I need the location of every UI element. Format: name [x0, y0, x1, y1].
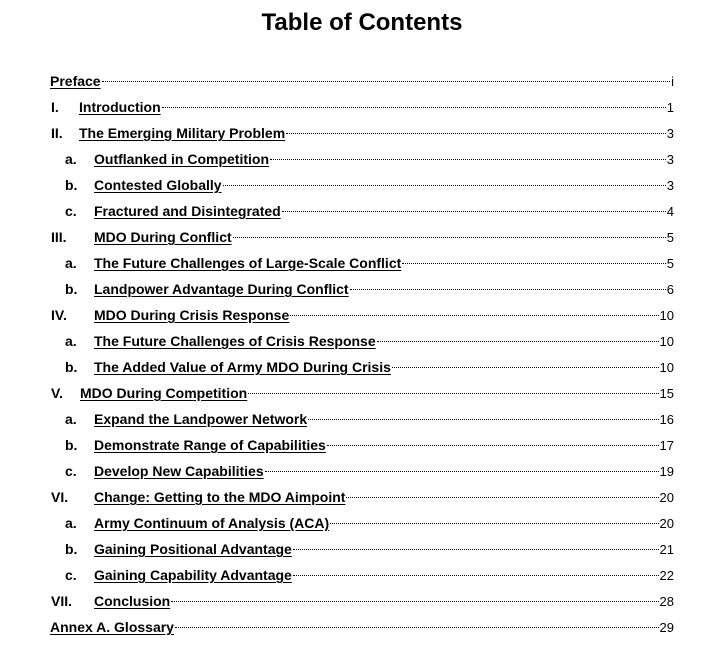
toc-page-number: 17 — [659, 438, 674, 453]
toc-entry-capability-advantage[interactable] — [0, 564, 704, 590]
toc-page-number: 29 — [659, 620, 674, 635]
dot-leader — [171, 601, 658, 602]
toc-number: c. — [65, 567, 77, 583]
toc-entry-contested-globally[interactable] — [0, 174, 704, 200]
toc-page-number: 3 — [666, 126, 674, 141]
toc-label[interactable]: MDO During Crisis Response — [94, 307, 290, 323]
toc-label[interactable]: MDO During Competition — [80, 385, 248, 401]
toc-entry-landpower-advantage[interactable] — [0, 278, 704, 304]
toc-label[interactable]: Gaining Capability Advantage — [94, 567, 292, 583]
toc-page-number: 21 — [659, 542, 674, 557]
toc-number: a. — [65, 411, 77, 427]
toc-number: b. — [65, 541, 78, 557]
toc-entry-mdo-crisis[interactable] — [0, 304, 704, 330]
toc-page-number: 10 — [659, 334, 674, 349]
dot-leader — [286, 133, 666, 134]
toc-number: II. — [51, 125, 63, 141]
toc-entry-mdo-conflict[interactable] — [0, 226, 704, 252]
toc-entry-expand-network[interactable] — [0, 408, 704, 434]
dot-leader — [102, 81, 671, 82]
toc-label[interactable]: Conclusion — [94, 593, 171, 609]
dot-leader — [346, 497, 658, 498]
toc-entry-develop-capabilities[interactable] — [0, 460, 704, 486]
dot-leader — [350, 289, 666, 290]
toc-number: VI. — [51, 489, 69, 505]
toc-entry-change-aimpoint[interactable] — [0, 486, 704, 512]
toc-label[interactable]: The Added Value of Army MDO During Crisis — [94, 359, 391, 375]
toc-entry-outflanked[interactable] — [0, 148, 704, 174]
toc-label[interactable]: The Future Challenges of Crisis Response — [94, 333, 376, 349]
toc-label[interactable]: Army Continuum of Analysis (ACA) — [94, 515, 330, 531]
toc-entry-added-value[interactable] — [0, 356, 704, 382]
toc-number: a. — [65, 515, 77, 531]
dot-leader — [270, 159, 666, 160]
toc-number: b. — [65, 437, 78, 453]
toc-page-number: 20 — [659, 490, 674, 505]
toc-label[interactable]: Gaining Positional Advantage — [94, 541, 292, 557]
dot-leader — [293, 575, 659, 576]
toc-page-number: 5 — [666, 230, 674, 245]
toc-page-number: 16 — [659, 412, 674, 427]
toc-label[interactable]: Preface — [50, 73, 101, 89]
toc-page-number: 15 — [659, 386, 674, 401]
toc-number: III. — [51, 229, 67, 245]
toc-label[interactable]: Fractured and Disintegrated — [94, 203, 281, 219]
toc-label[interactable]: Develop New Capabilities — [94, 463, 264, 479]
toc-label[interactable]: Outflanked in Competition — [94, 151, 269, 167]
dot-leader — [293, 549, 659, 550]
toc-page-number: 10 — [659, 360, 674, 375]
toc-number: b. — [65, 359, 78, 375]
toc-entry-glossary[interactable] — [0, 616, 704, 642]
toc-label[interactable]: Change: Getting to the MDO Aimpoint — [94, 489, 346, 505]
toc-label[interactable]: MDO During Conflict — [94, 229, 232, 245]
dot-leader — [248, 393, 658, 394]
toc-page-number: 4 — [666, 204, 674, 219]
toc-number: I. — [51, 99, 59, 115]
toc-label[interactable]: Landpower Advantage During Conflict — [94, 281, 349, 297]
toc-label[interactable]: Contested Globally — [94, 177, 222, 193]
toc-number: b. — [65, 177, 78, 193]
dot-leader — [392, 367, 659, 368]
toc-page-number: 19 — [659, 464, 674, 479]
toc-number: a. — [65, 255, 77, 271]
toc-entry-conclusion[interactable] — [0, 590, 704, 616]
toc-page-number: 3 — [666, 178, 674, 193]
table-of-contents — [0, 70, 704, 642]
toc-entry-emerging-military-problem[interactable] — [0, 122, 704, 148]
dot-leader — [223, 185, 666, 186]
toc-page-number: 3 — [666, 152, 674, 167]
toc-page-number: 10 — [659, 308, 674, 323]
toc-number: c. — [65, 203, 77, 219]
toc-entry-positional-advantage[interactable] — [0, 538, 704, 564]
toc-label[interactable]: The Future Challenges of Large-Scale Conflict — [94, 255, 402, 271]
dot-leader — [308, 419, 658, 420]
toc-label[interactable]: Introduction — [79, 99, 161, 115]
toc-page-number: 20 — [659, 516, 674, 531]
dot-leader — [330, 523, 658, 524]
toc-page-number: 5 — [666, 256, 674, 271]
toc-page-number: 1 — [666, 100, 674, 115]
toc-label[interactable]: The Emerging Military Problem — [79, 125, 286, 141]
toc-entry-future-challenges-crisis[interactable] — [0, 330, 704, 356]
toc-page-number: i — [671, 74, 674, 89]
toc-page-number: 22 — [659, 568, 674, 583]
toc-page-number: 6 — [666, 282, 674, 297]
toc-number: VII. — [51, 593, 73, 609]
toc-label[interactable]: Expand the Landpower Network — [94, 411, 308, 427]
toc-number: a. — [65, 333, 77, 349]
page-title: Table of Contents — [261, 9, 463, 36]
toc-number: c. — [65, 463, 77, 479]
dot-leader — [162, 107, 666, 108]
toc-number: IV. — [51, 307, 67, 323]
toc-entry-demonstrate-range[interactable] — [0, 434, 704, 460]
dot-leader — [290, 315, 658, 316]
toc-entry-army-continuum[interactable] — [0, 512, 704, 538]
toc-entry-future-challenges-conflict[interactable] — [0, 252, 704, 278]
toc-number: V. — [51, 385, 63, 401]
dot-leader — [377, 341, 659, 342]
toc-entry-preface[interactable] — [0, 70, 704, 96]
toc-label[interactable]: Demonstrate Range of Capabilities — [94, 437, 326, 453]
toc-number: b. — [65, 281, 78, 297]
dot-leader — [282, 211, 666, 212]
dot-leader — [233, 237, 666, 238]
dot-leader — [402, 263, 665, 264]
dot-leader — [175, 627, 659, 628]
toc-page-number: 28 — [659, 594, 674, 609]
toc-entry-introduction[interactable] — [0, 96, 704, 122]
dot-leader — [327, 445, 659, 446]
dot-leader — [265, 471, 659, 472]
toc-entry-mdo-competition[interactable] — [0, 382, 704, 408]
toc-number: a. — [65, 151, 77, 167]
toc-label[interactable]: Annex A. Glossary — [50, 619, 174, 635]
toc-entry-fractured[interactable] — [0, 200, 704, 226]
